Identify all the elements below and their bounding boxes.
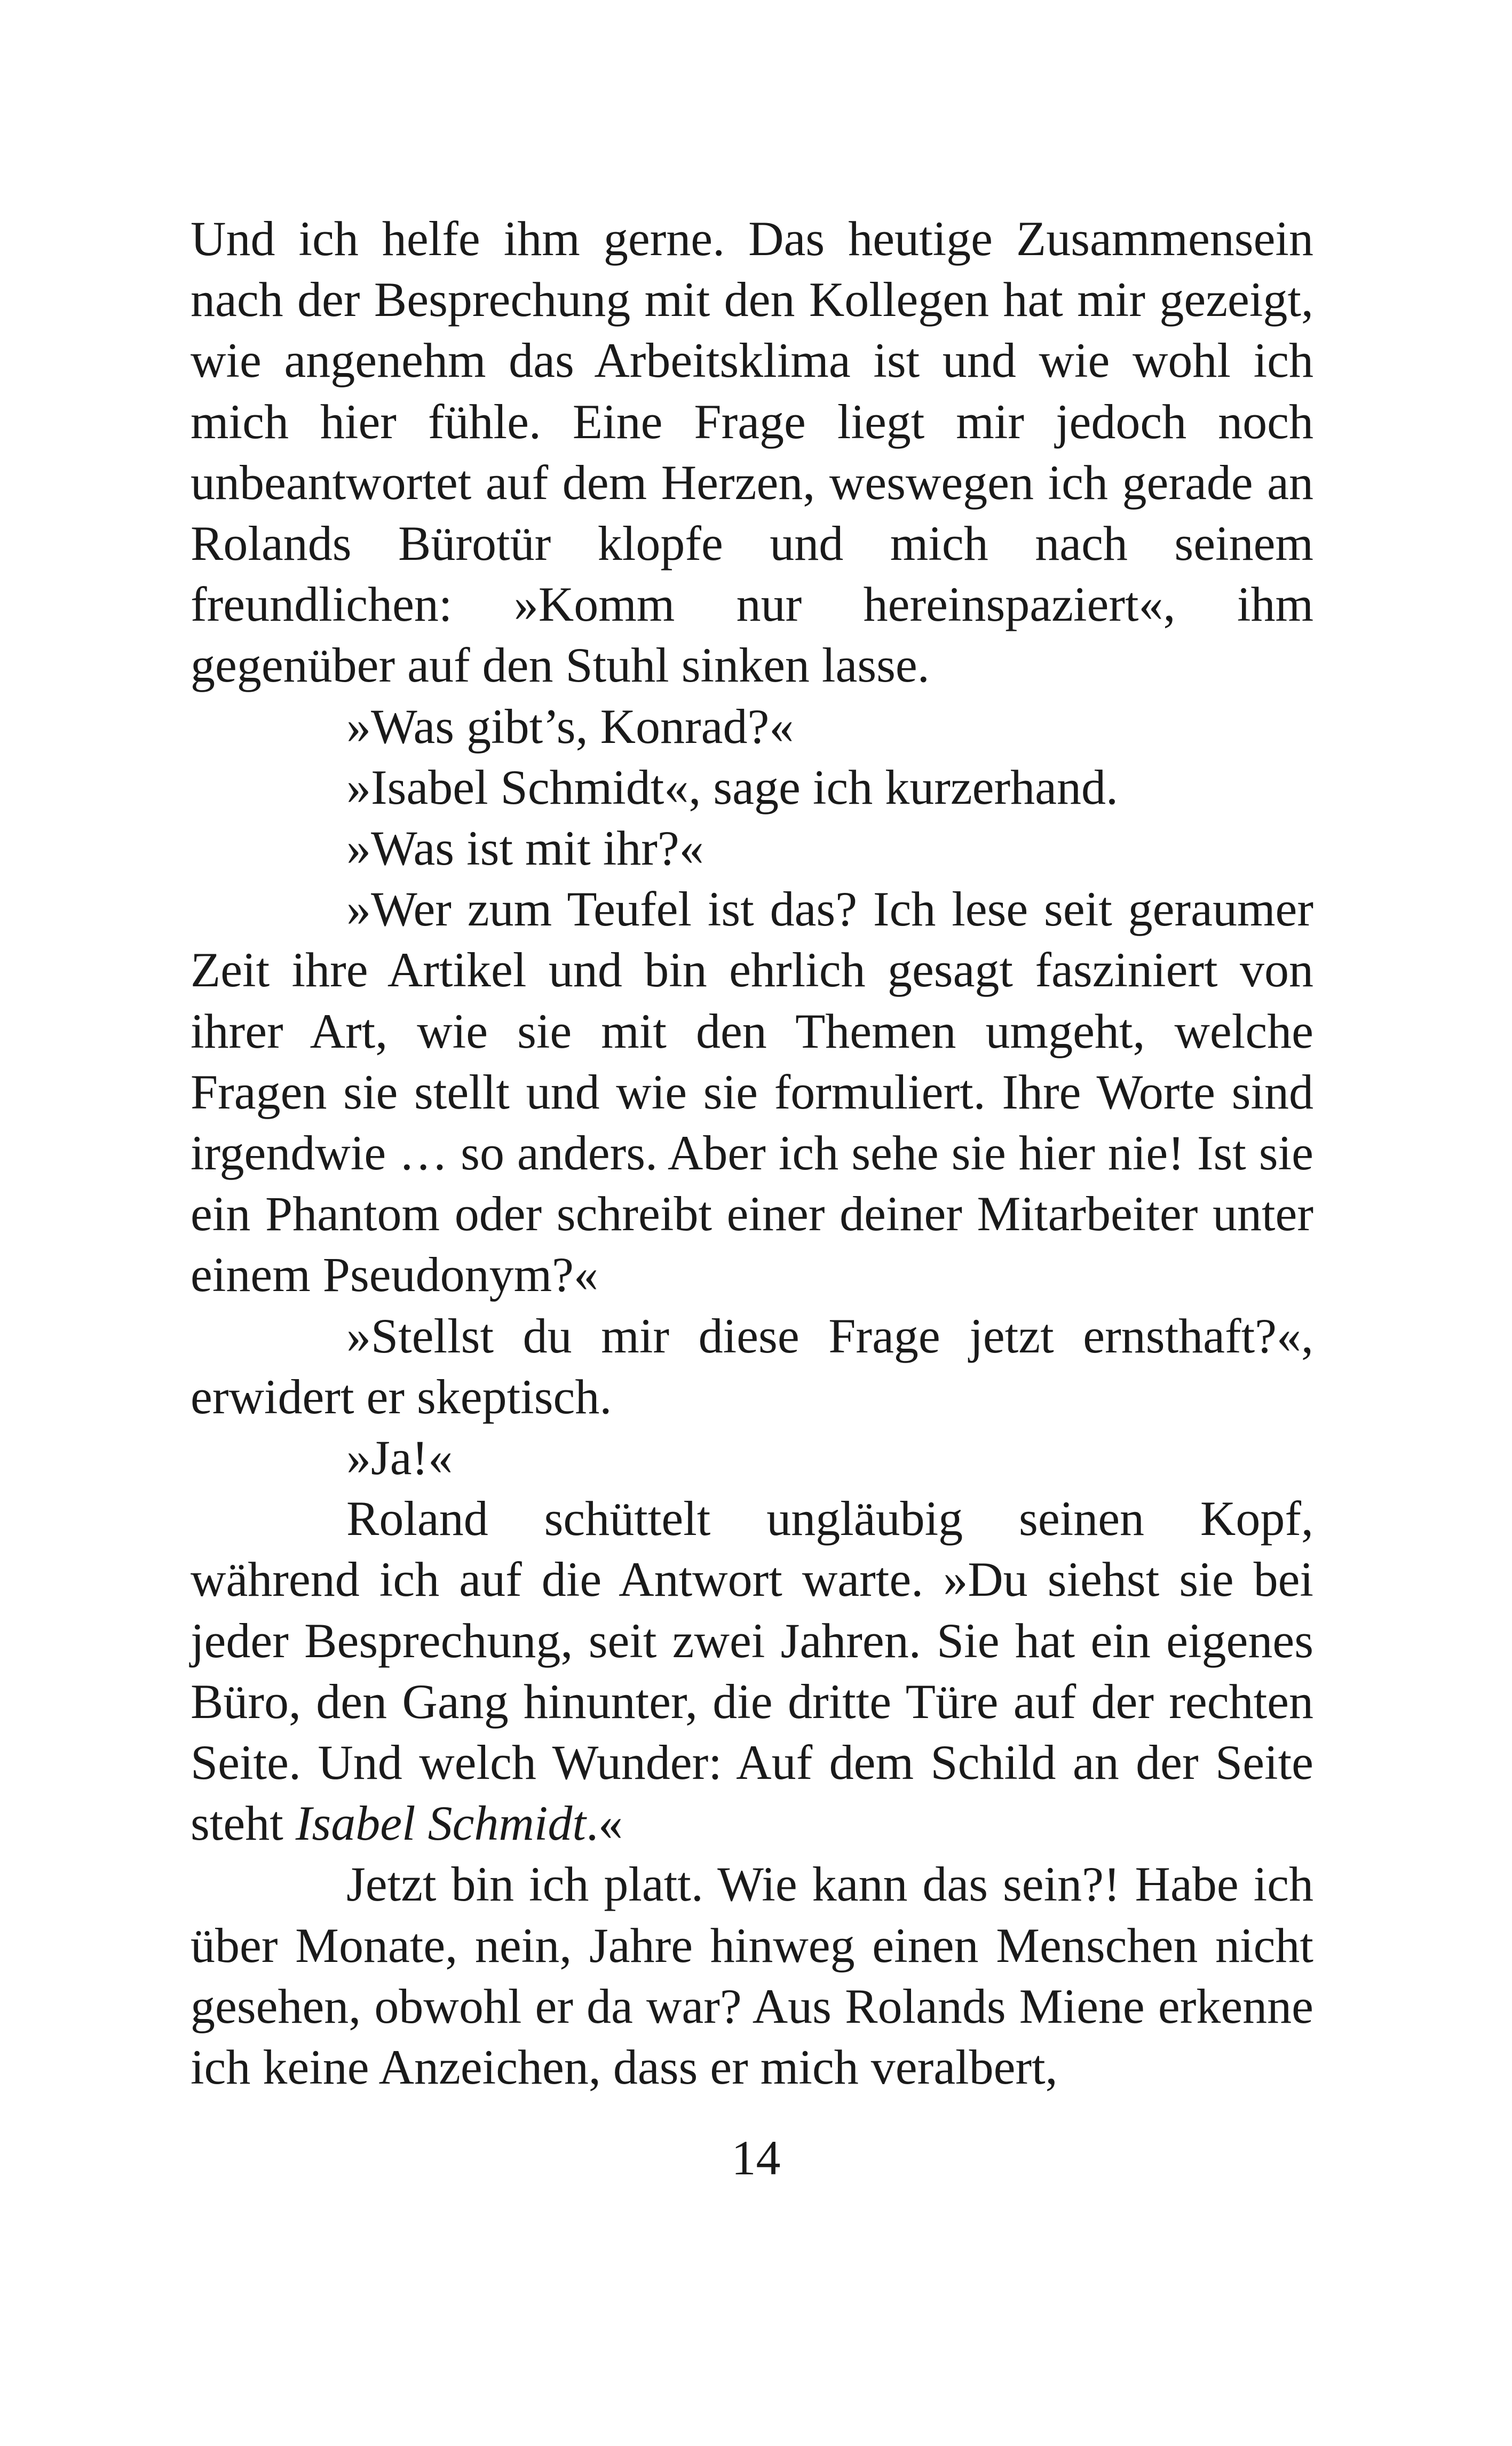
paragraph-text: .« xyxy=(586,1796,623,1851)
body-text xyxy=(191,208,1313,2097)
paragraph: »Ja!« xyxy=(346,1430,453,1485)
paragraph: »Isabel Schmidt«, sage ich kurzerhand. xyxy=(346,759,1118,814)
paragraph: »Stellst du mir diese Frage jetzt ernsthaft?«, erwidert er skeptisch. xyxy=(191,1308,1313,1424)
paragraph-text: Roland schüttelt ungläubig seinen Kopf, während ich auf die Antwort warte. »Du siehst sie bei jeder Besprechung, seit zwei Jahren. Sie hat ein eigenes Büro, den Gang hinunter, die dritte Türe auf der rechten Seite. Und welch Wunder: Auf dem Schild an der Seite steht xyxy=(191,1491,1313,1851)
paragraph: »Was gibt’s, Konrad?« xyxy=(346,699,794,754)
page-number: 14 xyxy=(731,2131,781,2185)
italic-name: Isabel Schmidt xyxy=(295,1796,586,1851)
paragraph: »Was ist mit ihr?« xyxy=(346,821,704,876)
paragraph: Jetzt bin ich platt. Wie kann das sein?! Habe ich über Monate, nein, Jahre hinweg einen Menschen nicht gesehen, obwohl er da war? Aus Rolands Miene erkenne ich keine Anzeichen, dass er mich veralbert, xyxy=(191,1857,1313,2095)
paragraph xyxy=(191,1488,1313,1854)
paragraph: Und ich helfe ihm gerne. Das heutige Zusammensein nach der Besprechung mit den Kollegen hat mir gezeigt, wie angenehm das Arbeitsklima ist und wie wohl ich mich hier fühle. Eine Frage liegt mir jedoch noch unbeantwortet auf dem Herzen, weswegen ich gerade an Rolands Bürotür klopfe und mich nach seinem freundlichen: »Komm nur hereinspaziert«, ihm gegenüber auf den Stuhl sinken lasse. xyxy=(191,211,1313,693)
paragraph: »Wer zum Teufel ist das? Ich lese seit geraumer Zeit ihre Artikel und bin ehrlich gesagt fasziniert von ihrer Art, wie sie mit den Themen umgeht, welche Fragen sie stellt und wie sie formuliert. Ihre Worte sind irgendwie … so anders. Aber ich sehe sie hier nie! Ist sie ein Phantom oder schreibt einer deiner Mitarbeiter unter einem Pseudonym?« xyxy=(191,882,1313,1302)
